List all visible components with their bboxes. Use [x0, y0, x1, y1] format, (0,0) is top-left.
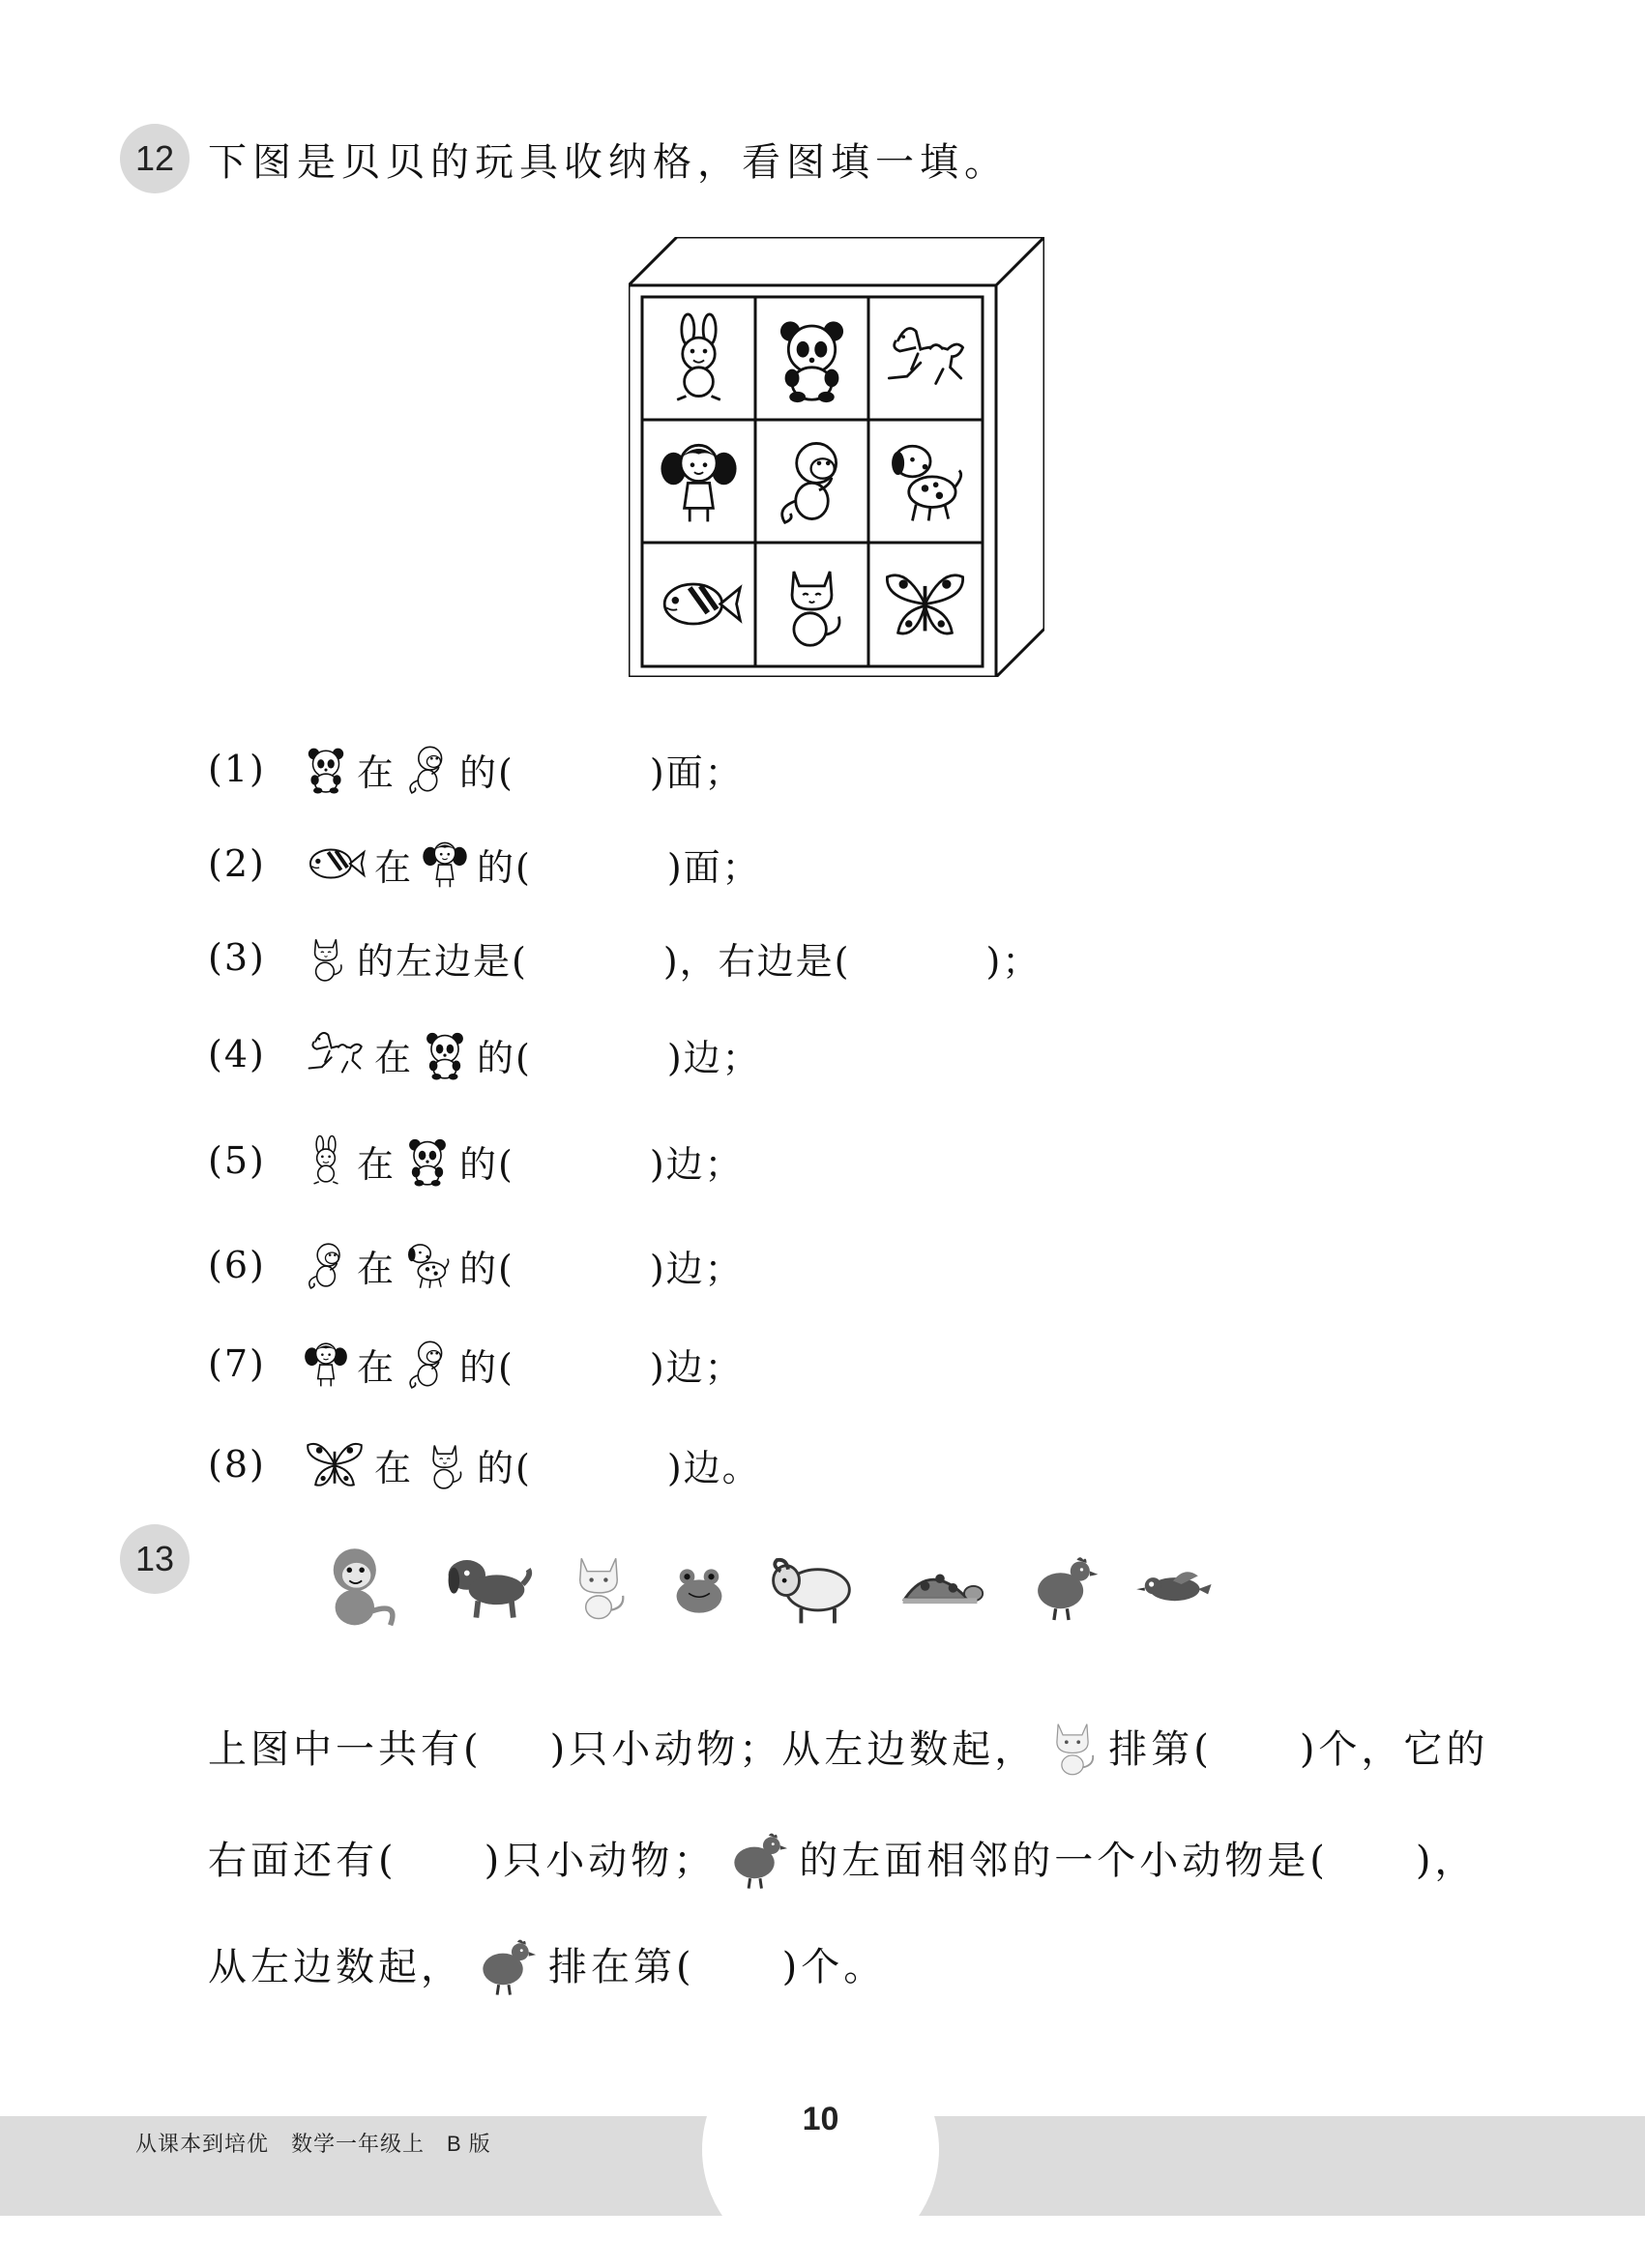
q13-line1-text-c: 排第( — [1108, 1726, 1213, 1772]
girl-icon — [301, 1332, 351, 1396]
cat-icon — [419, 1432, 471, 1496]
panda-icon — [401, 1129, 454, 1193]
sub-question-text: 在 — [357, 1345, 397, 1389]
hen-icon — [1023, 1538, 1104, 1631]
sub-question-text: )，右边是( — [662, 939, 851, 983]
question-number-text: 13 — [134, 1539, 175, 1578]
sub-question-text: )面； — [666, 845, 761, 889]
cat-icon — [301, 926, 351, 989]
question-12-title: 下图是贝贝的玩具收纳格，看图填一填。 — [208, 140, 1009, 185]
monkey-icon — [401, 737, 454, 801]
sub-question-4 — [208, 1016, 761, 1093]
sub-question-label: (1) — [208, 748, 266, 790]
footer-page-tab — [702, 2031, 939, 2268]
cat-icon — [563, 1538, 634, 1631]
sub-question-text: 的( — [459, 1142, 514, 1186]
q13-line3-text-a: 从左边数起， — [208, 1944, 463, 1989]
page-number: 10 — [802, 2101, 839, 2137]
sub-question-7 — [208, 1325, 744, 1402]
sub-question-label: (3) — [208, 936, 266, 979]
sub-question-label: (8) — [208, 1443, 266, 1486]
sub-question-text: 在 — [374, 1446, 414, 1489]
sub-question-text: 的左边是( — [357, 939, 528, 983]
q13-line-2 — [208, 1813, 1477, 1900]
sub-question-text: )边； — [649, 1345, 744, 1389]
sub-question-text: 在 — [357, 751, 397, 794]
sub-question-2 — [208, 825, 761, 902]
question-number-text: 12 — [134, 138, 175, 178]
sub-question-6 — [208, 1226, 744, 1304]
q13-line1-text-b: )只小动物；从左边数起， — [549, 1726, 1038, 1772]
animal-row — [319, 1538, 1242, 1631]
sub-question-3 — [208, 919, 1041, 996]
q13-line1-text-d: )个，它的 — [1299, 1726, 1489, 1772]
q13-line3-text-c: )个。 — [781, 1944, 887, 1989]
hen-icon — [721, 1819, 793, 1895]
sub-question-text: 的( — [477, 1036, 532, 1079]
q13-line1-text-a: 上图中一共有( — [208, 1726, 483, 1772]
toy-cabinet — [629, 237, 1044, 681]
butterfly-icon — [301, 1432, 368, 1496]
sub-question-text: )面； — [649, 751, 744, 794]
sub-question-text: )边； — [649, 1142, 744, 1186]
monkey-icon — [301, 1233, 351, 1297]
question-number-13 — [120, 1524, 190, 1594]
sub-question-label: (6) — [208, 1244, 266, 1286]
sub-question-8 — [208, 1426, 761, 1503]
frog-icon — [661, 1538, 737, 1631]
dog-icon — [401, 1233, 454, 1297]
cat-icon — [1043, 1706, 1102, 1785]
q13-line-3 — [208, 1920, 886, 2007]
sub-question-1 — [208, 730, 744, 808]
sub-question-text: 的( — [459, 1345, 514, 1389]
sub-question-text: 在 — [357, 1247, 397, 1290]
sub-question-text: 的( — [477, 845, 532, 889]
sub-question-label: (2) — [208, 842, 266, 885]
question-number-12 — [120, 124, 190, 193]
sub-question-text: 的( — [477, 1446, 532, 1489]
sub-question-label: (4) — [208, 1033, 266, 1075]
q13-line2-text-a: 右面还有( — [208, 1838, 397, 1883]
q13-line2-text-c: 的左面相邻的一个小动物是( — [799, 1838, 1329, 1883]
panda-icon — [301, 737, 351, 801]
monkey-icon — [401, 1332, 454, 1396]
bird-icon — [1131, 1538, 1215, 1631]
sheep-icon — [764, 1538, 857, 1631]
sub-question-text: )； — [985, 939, 1042, 983]
sub-question-label: (7) — [208, 1342, 266, 1385]
footer-book-title: 从课本到培优 数学一年级上 B 版 — [135, 2132, 491, 2156]
fish-icon — [301, 832, 368, 896]
sub-question-text: )边； — [666, 1036, 761, 1079]
sub-question-text: 在 — [374, 1036, 414, 1079]
sub-question-5 — [208, 1122, 744, 1199]
horse-icon — [301, 1022, 368, 1086]
q13-line2-text-b: )只小动物； — [484, 1838, 717, 1883]
sub-question-text: 的( — [459, 1247, 514, 1290]
q13-line2-text-d: )， — [1415, 1838, 1478, 1883]
hen-icon — [469, 1928, 543, 1999]
rabbit-icon — [301, 1129, 351, 1193]
dog-icon — [435, 1538, 536, 1631]
monkey-icon — [319, 1538, 408, 1631]
sub-question-text: 在 — [357, 1142, 397, 1186]
girl-icon — [419, 832, 471, 896]
q13-line-1 — [208, 1702, 1488, 1789]
sub-question-text: )边。 — [666, 1446, 761, 1489]
turtle-icon — [884, 1538, 996, 1631]
sub-question-text: )边； — [649, 1247, 744, 1290]
sub-question-text: 的( — [459, 751, 514, 794]
q13-line3-text-b: 排在第( — [548, 1944, 695, 1989]
sub-question-text: 在 — [374, 845, 414, 889]
panda-icon — [419, 1022, 471, 1086]
sub-question-label: (5) — [208, 1139, 266, 1182]
